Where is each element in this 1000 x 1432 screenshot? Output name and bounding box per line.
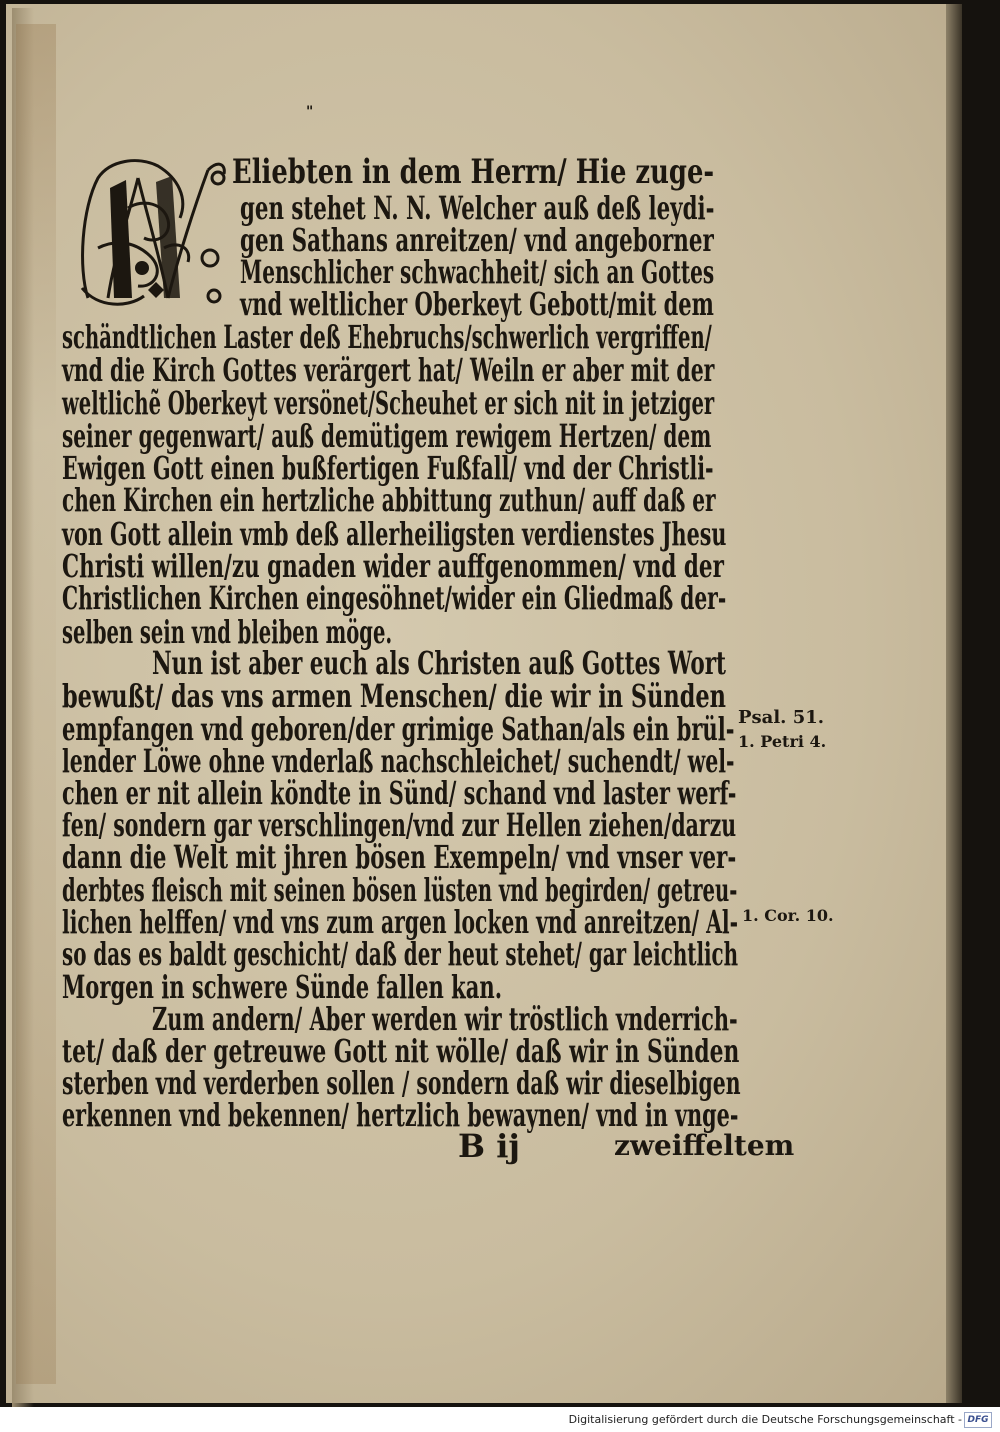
text-line: Nun ist aber euch als Christen auß Gottes Wort bbox=[152, 644, 726, 682]
footer-credit: Digitalisierung gefördert durch die Deutsche Forschungsgemeinschaft - bbox=[568, 1413, 962, 1426]
text-line: Ewigen Gott einen bußfertigen Fußfall/ vnd der Christli- bbox=[62, 449, 714, 487]
text-line: Christlichen Kirchen eingesöhnet/wider ein Gliedmaß der- bbox=[62, 579, 727, 617]
page-stain bbox=[16, 24, 56, 1384]
text-line: derbtes fleisch mit seinen bösen lüsten vnd begirden/ getreu- bbox=[62, 871, 738, 909]
text-line: empfangen vnd geboren/der grimige Sathan/als ein brül- bbox=[62, 710, 735, 748]
header-mark: " bbox=[306, 104, 314, 120]
text-line: vnd weltlicher Oberkeyt Gebott/mit dem bbox=[240, 285, 714, 323]
text-line: lichen helffen/ vnd vns zum argen locken vnd anreitzen/ Al- bbox=[62, 903, 738, 941]
text-line: weltlichẽ Oberkeyt versönet/Scheuhet er sich nit in jetziger bbox=[62, 384, 715, 422]
text-line: lender Löwe ohne vnderlaß nachschleichet/ suchendt/ wel- bbox=[62, 742, 735, 780]
footer-bar bbox=[0, 1407, 1000, 1432]
text-line: Christi willen/zu gnaden wider auffgenommen/ vnd der bbox=[62, 547, 724, 585]
text-line: tet/ daß der getreuwe Gott nit wölle/ daß wir in Sünden bbox=[62, 1032, 740, 1070]
text-line: Menschlicher schwachheit/ sich an Gottes bbox=[240, 253, 715, 291]
text-line: Zum andern/ Aber werden wir tröstlich vnderrich- bbox=[152, 1000, 738, 1038]
text-line: gen stehet N. N. Welcher auß deß leydi- bbox=[240, 189, 715, 227]
text-line: von Gott allein vmb deß allerheiligsten verdienstes Jhesu bbox=[62, 515, 727, 553]
text-line: selben sein vnd bleiben möge. bbox=[62, 613, 393, 651]
text-line: schändtlichen Laster deß Ehebruchs/schwerlich vergriffen/ bbox=[62, 318, 712, 356]
text-line: gen Sathans anreitzen/ vnd angeborner bbox=[240, 221, 714, 259]
catchword: zweiffeltem bbox=[614, 1129, 795, 1162]
text-line: sterben vnd verderben sollen / sondern daß wir dieselbigen bbox=[62, 1064, 741, 1102]
text-line: chen Kirchen ein hertzliche abbittung zuthun/ auff daß er bbox=[62, 481, 716, 519]
signature-mark: B ij bbox=[458, 1127, 520, 1165]
text-line: bewußt/ das vns armen Menschen/ die wir in Sünden bbox=[62, 677, 726, 715]
text-line: dann die Welt mit jhren bösen Exempeln/ vnd vnser ver- bbox=[62, 838, 737, 876]
text-line: erkennen vnd bekennen/ hertzlich bewaynen/ vnd in vnge- bbox=[62, 1096, 739, 1134]
page-edge-shadow bbox=[946, 4, 962, 1403]
margin-note-cor: 1. Cor. 10. bbox=[742, 906, 834, 925]
text-line: Eliebten in dem Herrn/ Hie zuge- bbox=[232, 152, 715, 192]
text-line: Morgen in schwere Sünde fallen kan. bbox=[62, 968, 503, 1006]
text-line: so das es baldt geschicht/ daß der heut stehet/ gar leichtlich bbox=[62, 935, 739, 973]
text-line: fen/ sondern gar verschlingen/vnd zur Hellen ziehen/darzu bbox=[62, 806, 737, 844]
margin-note-petri: 1. Petri 4. bbox=[738, 732, 827, 751]
margin-note-psal: Psal. 51. bbox=[738, 707, 825, 728]
dfg-logo-icon[interactable]: DFG bbox=[964, 1412, 992, 1428]
text-line: vnd die Kirch Gottes verärgert hat/ Weiln er aber mit der bbox=[62, 351, 715, 389]
text-line: chen er nit allein köndte in Sünd/ schand vnd laster werf- bbox=[62, 774, 737, 812]
text-line: seiner gegenwart/ auß demütigem rewigem Hertzen/ dem bbox=[62, 417, 712, 455]
decorated-initial-letter-icon bbox=[68, 148, 230, 314]
